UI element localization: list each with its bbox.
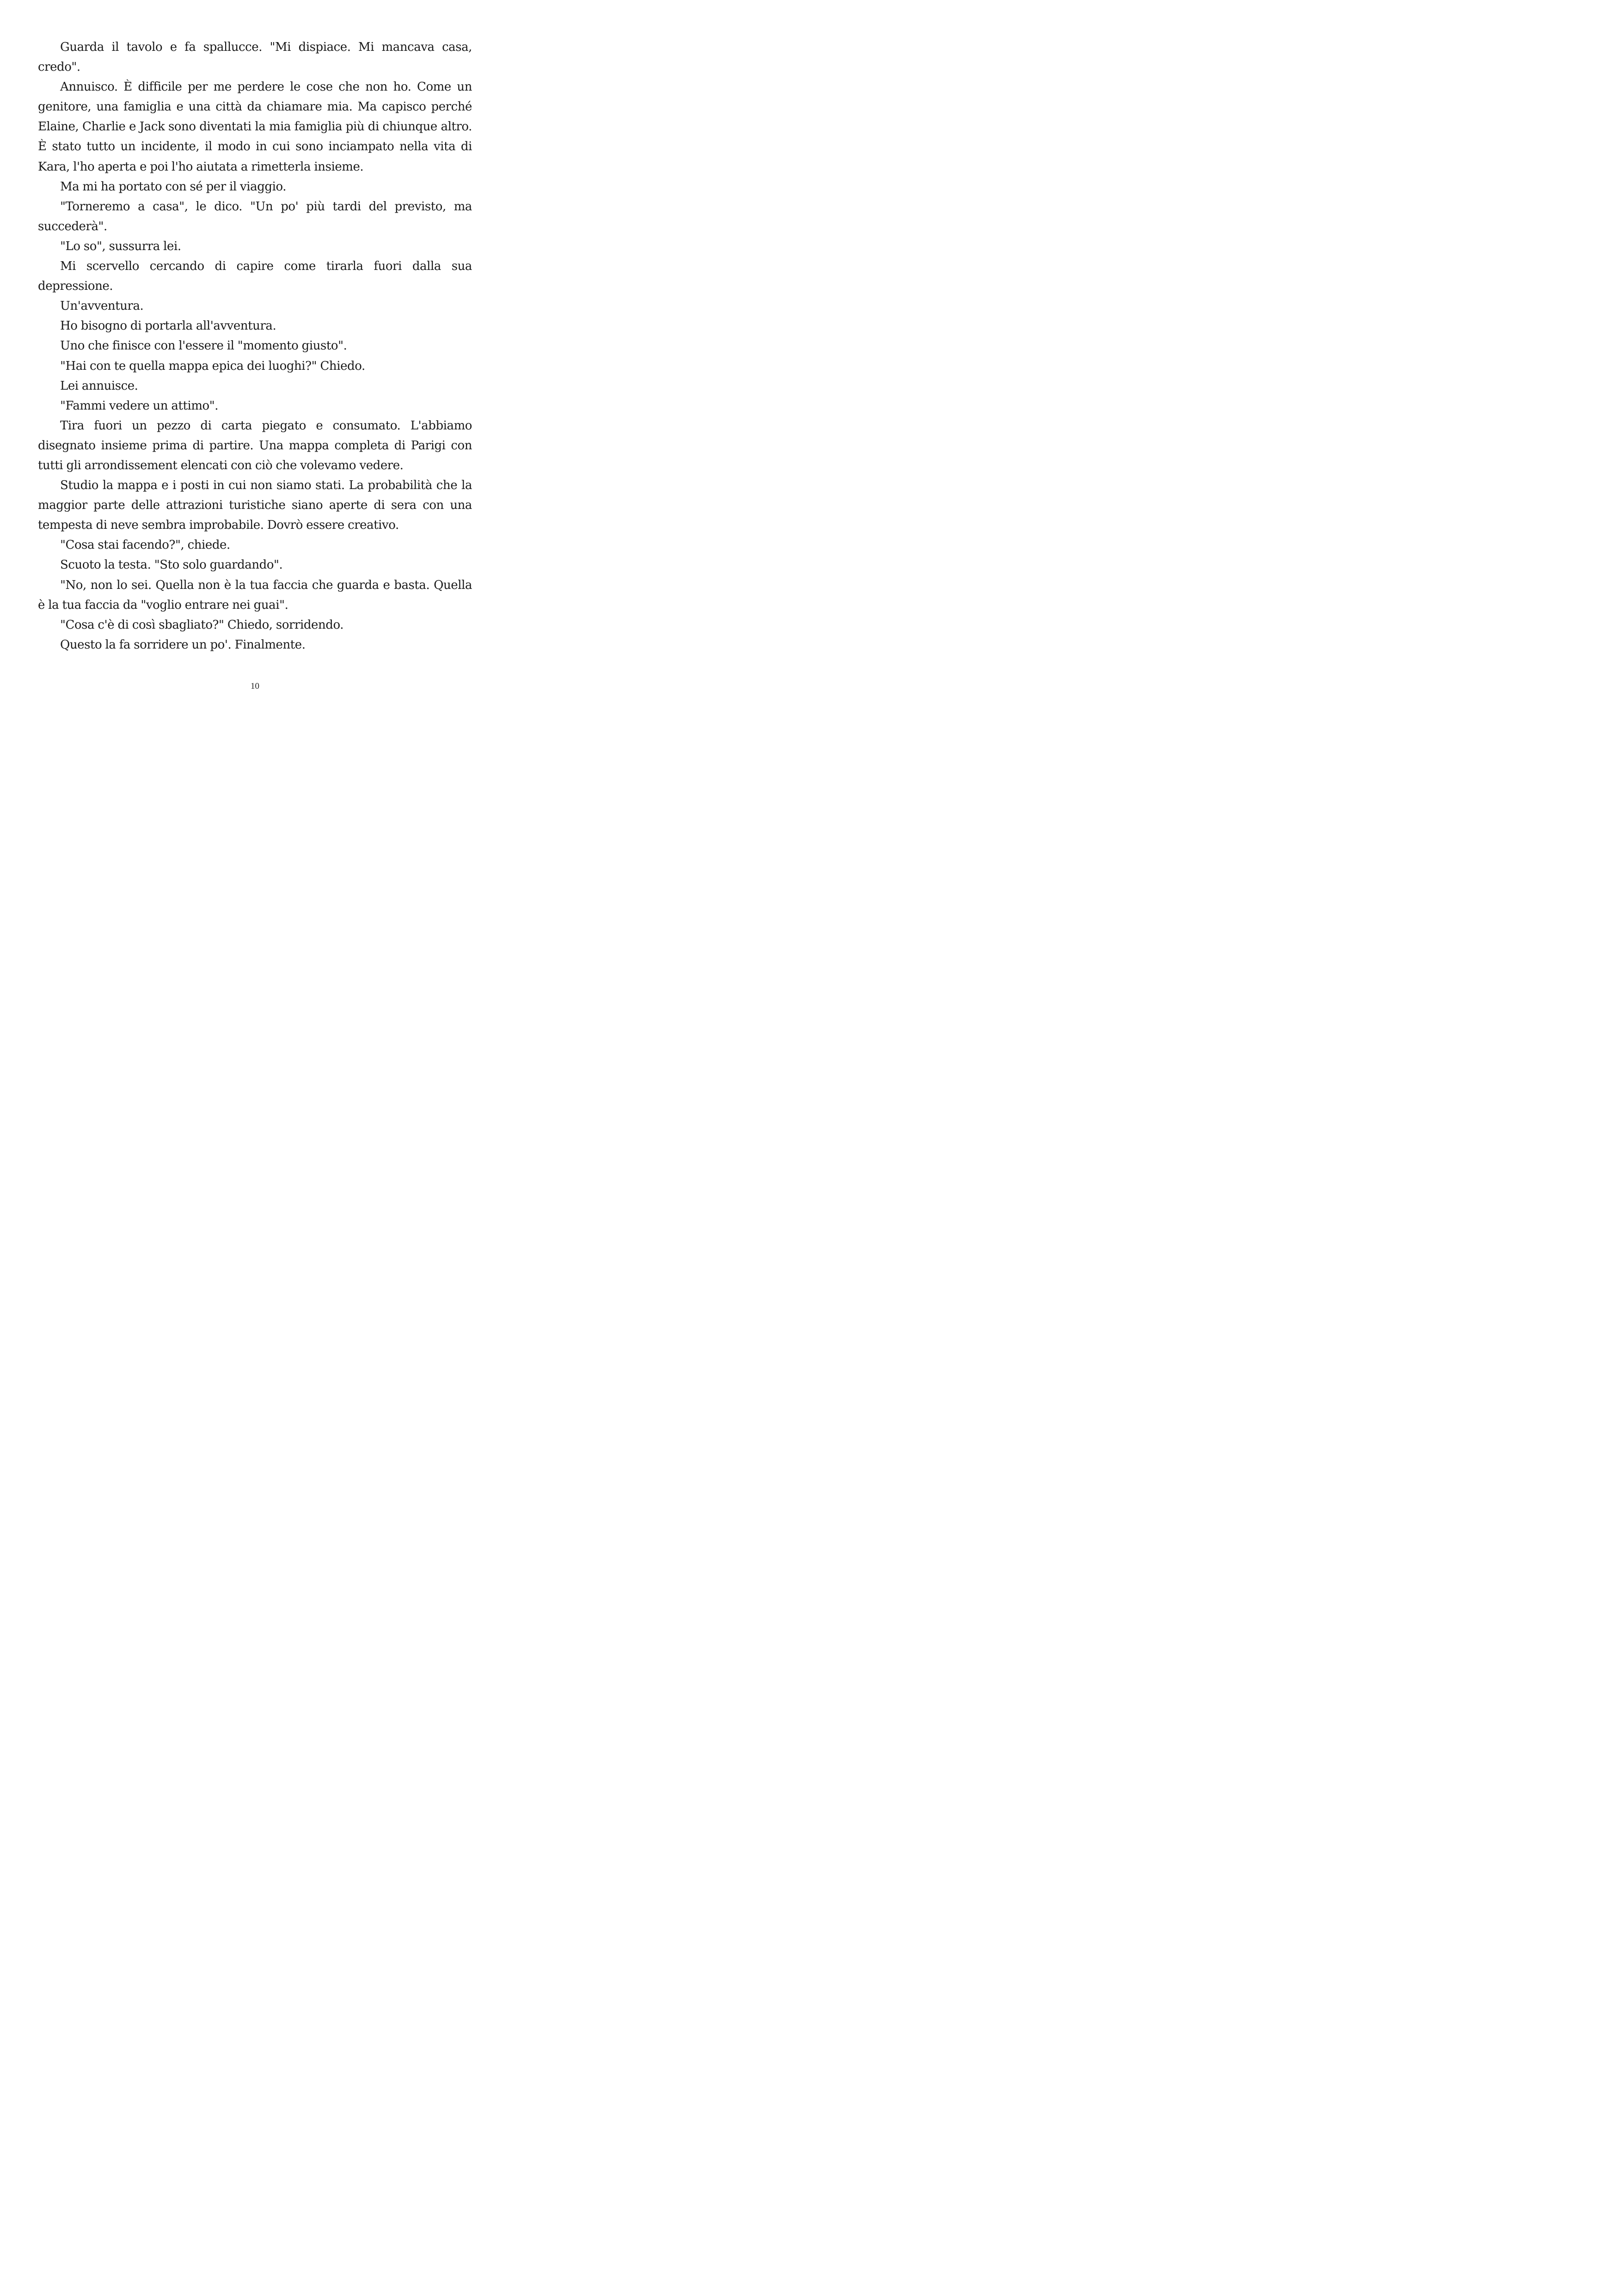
- paragraph: Lei annuisce.: [60, 379, 138, 393]
- paragraph: Questo la fa sorridere un po'. Finalmente.: [60, 637, 306, 652]
- paragraph: "Fammi vedere un attimo".: [60, 398, 219, 413]
- page-number: 10: [251, 681, 259, 691]
- paragraph: Tira fuori un pezzo di carta piegato e consumato. L'abbiamo disegnato insieme prima di partire. Una mappa completa di Parigi con tutti gli arrondissement elencati con ciò che volevamo vedere.: [38, 418, 472, 472]
- paragraph: "Lo so", sussurra lei.: [60, 239, 181, 253]
- paragraph: Ho bisogno di portarla all'avventura.: [60, 319, 276, 333]
- paragraph: "Hai con te quella mappa epica dei luoghi?" Chiedo.: [60, 359, 365, 373]
- paragraph: "No, non lo sei. Quella non è la tua faccia che guarda e basta. Quella è la tua faccia da "voglio entrare nei guai".: [38, 578, 472, 612]
- paragraph: Ma mi ha portato con sé per il viaggio.: [60, 179, 287, 194]
- paragraph: Un'avventura.: [60, 299, 144, 313]
- paragraph: Scuoto la testa. "Sto solo guardando".: [60, 558, 283, 572]
- paragraph: Mi scervello cercando di capire come tirarla fuori dalla sua depressione.: [38, 259, 472, 294]
- paragraph: Guarda il tavolo e fa spallucce. "Mi dispiace. Mi mancava casa, credo".: [38, 40, 472, 74]
- paragraph: "Cosa stai facendo?", chiede.: [60, 538, 230, 552]
- paragraph: Annuisco. È difficile per me perdere le cose che non ho. Come un genitore, una famiglia e una città da chiamare mia. Ma capisco perché Elaine, Charlie e Jack sono diventati la mia famiglia più di chiunque altro. È stato tutto un incidente, il modo in cui sono inciampato nella vita di Kara, l'ho aperta e poi l'ho aiutata a rimetterla insieme.: [38, 80, 472, 174]
- book-page: [0, 0, 510, 723]
- body-text: [38, 37, 472, 655]
- paragraph: "Cosa c'è di così sbagliato?" Chiedo, sorridendo.: [60, 618, 344, 632]
- paragraph: "Torneremo a casa", le dico. "Un po' più tardi del previsto, ma succederà".: [38, 199, 472, 233]
- paragraph: Studio la mappa e i posti in cui non siamo stati. La probabilità che la maggior parte delle attrazioni turistiche siano aperte di sera con una tempesta di neve sembra improbabile. Dovrò essere creativo.: [38, 478, 472, 533]
- paragraph: Uno che finisce con l'essere il "momento giusto".: [60, 339, 347, 353]
